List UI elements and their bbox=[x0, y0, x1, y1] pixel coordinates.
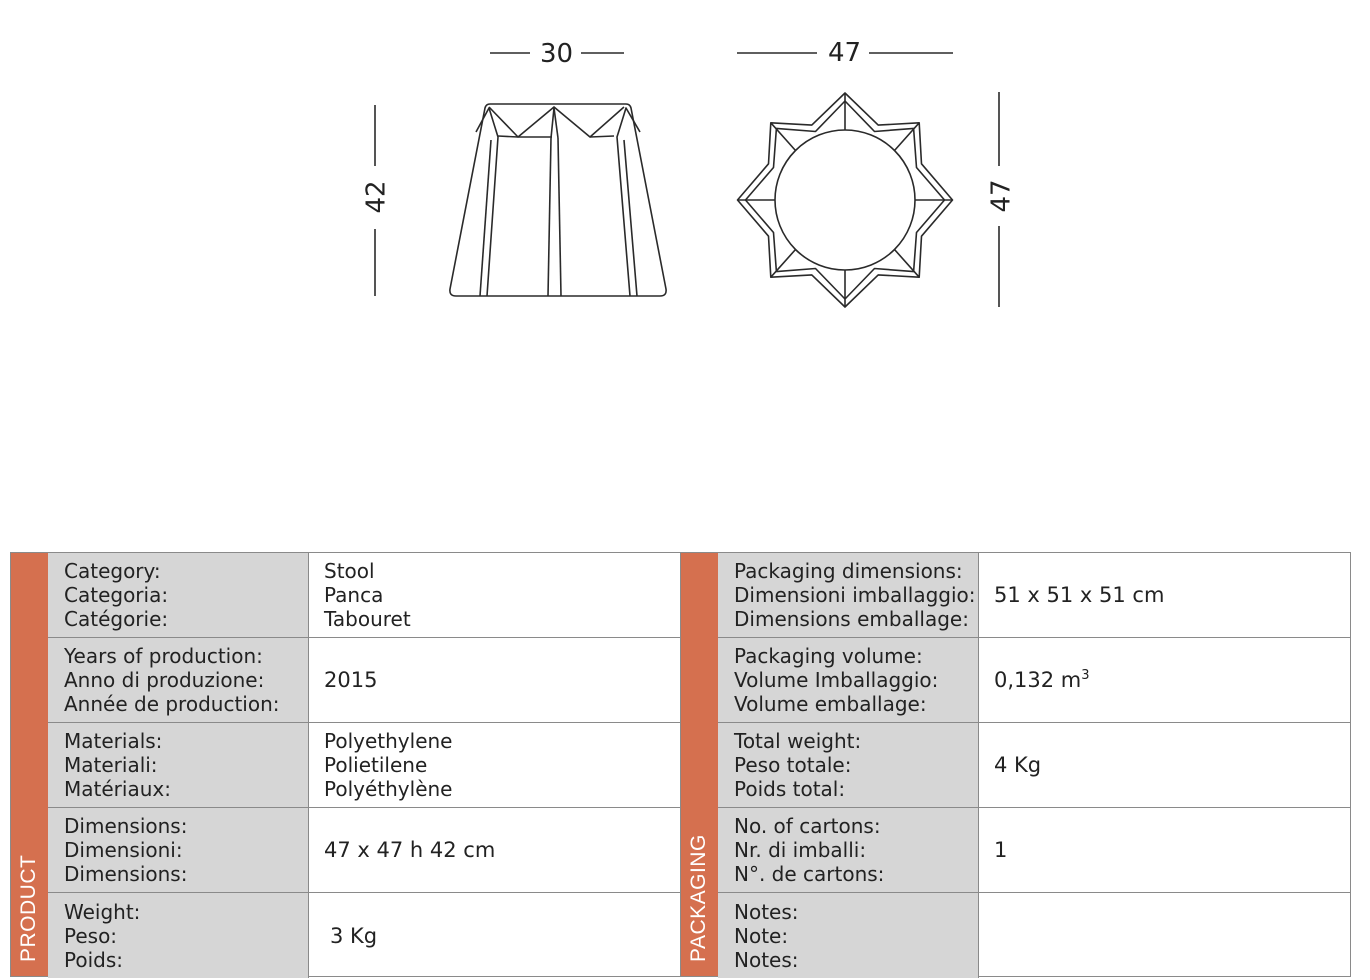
row-label bbox=[718, 553, 979, 637]
product-row-category bbox=[48, 553, 680, 638]
row-value bbox=[309, 893, 680, 978]
label-en: Total weight: bbox=[734, 729, 862, 753]
volume-value: 0,132 m bbox=[994, 668, 1082, 692]
row-value bbox=[979, 808, 1350, 892]
side-width-label: 30 bbox=[540, 39, 574, 69]
row-label bbox=[48, 893, 309, 978]
label-en: Dimensions: bbox=[64, 814, 188, 838]
label-en: Packaging volume: bbox=[734, 644, 923, 668]
top-width-label: 47 bbox=[828, 38, 862, 68]
label-fr: Année de production: bbox=[64, 692, 280, 716]
row-value bbox=[309, 638, 680, 722]
value-text: 4 Kg bbox=[994, 753, 1042, 777]
label-it: Peso totale: bbox=[734, 753, 852, 777]
side-height-label: 42 bbox=[361, 180, 392, 214]
value-text: 47 x 47 h 42 cm bbox=[324, 838, 496, 862]
label-it: Dimensioni imballaggio: bbox=[734, 583, 976, 607]
value-en: Stool bbox=[324, 559, 375, 583]
label-it: Dimensioni: bbox=[64, 838, 183, 862]
row-value bbox=[309, 808, 680, 892]
row-label bbox=[718, 808, 979, 892]
label-it: Volume Imballaggio: bbox=[734, 668, 939, 692]
value-text: 51 x 51 x 51 cm bbox=[994, 583, 1165, 607]
packaging-band-label: PACKAGING bbox=[687, 834, 710, 962]
value-text: 2015 bbox=[324, 668, 378, 692]
top-depth-label: 47 bbox=[986, 179, 1017, 213]
label-en: Category: bbox=[64, 559, 161, 583]
label-fr: Catégorie: bbox=[64, 607, 169, 631]
packaging-spec-table bbox=[680, 552, 1351, 977]
label-it: Materiali: bbox=[64, 753, 158, 777]
product-band bbox=[11, 553, 48, 976]
label-en: Materials: bbox=[64, 729, 163, 753]
row-label bbox=[718, 723, 979, 807]
label-en: Years of production: bbox=[64, 644, 263, 668]
label-it: Peso: bbox=[64, 923, 118, 948]
value-it: Panca bbox=[324, 583, 384, 607]
value-text: 3 Kg bbox=[330, 923, 378, 948]
packaging-row-weight bbox=[718, 723, 1350, 808]
label-fr: Notes: bbox=[734, 947, 799, 972]
row-label bbox=[48, 553, 309, 637]
value-text bbox=[994, 668, 1350, 692]
label-fr: Poids total: bbox=[734, 777, 846, 801]
packaging-row-volume bbox=[718, 638, 1350, 723]
label-en: Packaging dimensions: bbox=[734, 559, 963, 583]
row-value bbox=[979, 893, 1350, 978]
drawing-svg bbox=[0, 0, 1370, 330]
row-value bbox=[309, 553, 680, 637]
packaging-band bbox=[681, 553, 718, 976]
label-fr: N°. de cartons: bbox=[734, 862, 885, 886]
label-it: Note: bbox=[734, 923, 789, 948]
row-label bbox=[48, 808, 309, 892]
row-value bbox=[979, 553, 1350, 637]
row-value bbox=[979, 723, 1350, 807]
volume-unit-exponent: 3 bbox=[1081, 668, 1090, 683]
label-it: Anno di produzione: bbox=[64, 668, 265, 692]
row-value bbox=[309, 723, 680, 807]
label-it: Categoria: bbox=[64, 583, 169, 607]
value-text: 1 bbox=[994, 838, 1008, 862]
packaging-row-cartons bbox=[718, 808, 1350, 893]
label-it: Nr. di imballi: bbox=[734, 838, 867, 862]
row-label bbox=[718, 893, 979, 978]
label-fr: Dimensions emballage: bbox=[734, 607, 969, 631]
value-it: Polietilene bbox=[324, 753, 428, 777]
value-en: Polyethylene bbox=[324, 729, 453, 753]
product-row-years bbox=[48, 638, 680, 723]
stool-top-view bbox=[738, 93, 953, 307]
label-fr: Volume emballage: bbox=[734, 692, 927, 716]
row-label bbox=[718, 638, 979, 722]
label-en: Weight: bbox=[64, 899, 141, 924]
label-fr: Matériaux: bbox=[64, 777, 171, 801]
product-row-materials bbox=[48, 723, 680, 808]
product-band-label: PRODUCT bbox=[17, 854, 40, 962]
value-fr: Tabouret bbox=[324, 607, 411, 631]
label-en: No. of cartons: bbox=[734, 814, 881, 838]
label-fr: Dimensions: bbox=[64, 862, 188, 886]
row-value bbox=[979, 638, 1350, 722]
product-spec-table bbox=[10, 552, 681, 977]
label-fr: Poids: bbox=[64, 947, 123, 972]
product-row-dimensions bbox=[48, 808, 680, 893]
row-label bbox=[48, 723, 309, 807]
packaging-row-notes bbox=[718, 893, 1350, 978]
row-label bbox=[48, 638, 309, 722]
stool-side-view bbox=[450, 104, 666, 296]
packaging-row-dimensions bbox=[718, 553, 1350, 638]
technical-drawing bbox=[0, 0, 1370, 330]
product-row-weight bbox=[48, 893, 680, 978]
label-en: Notes: bbox=[734, 899, 799, 924]
value-fr: Polyéthylène bbox=[324, 777, 453, 801]
